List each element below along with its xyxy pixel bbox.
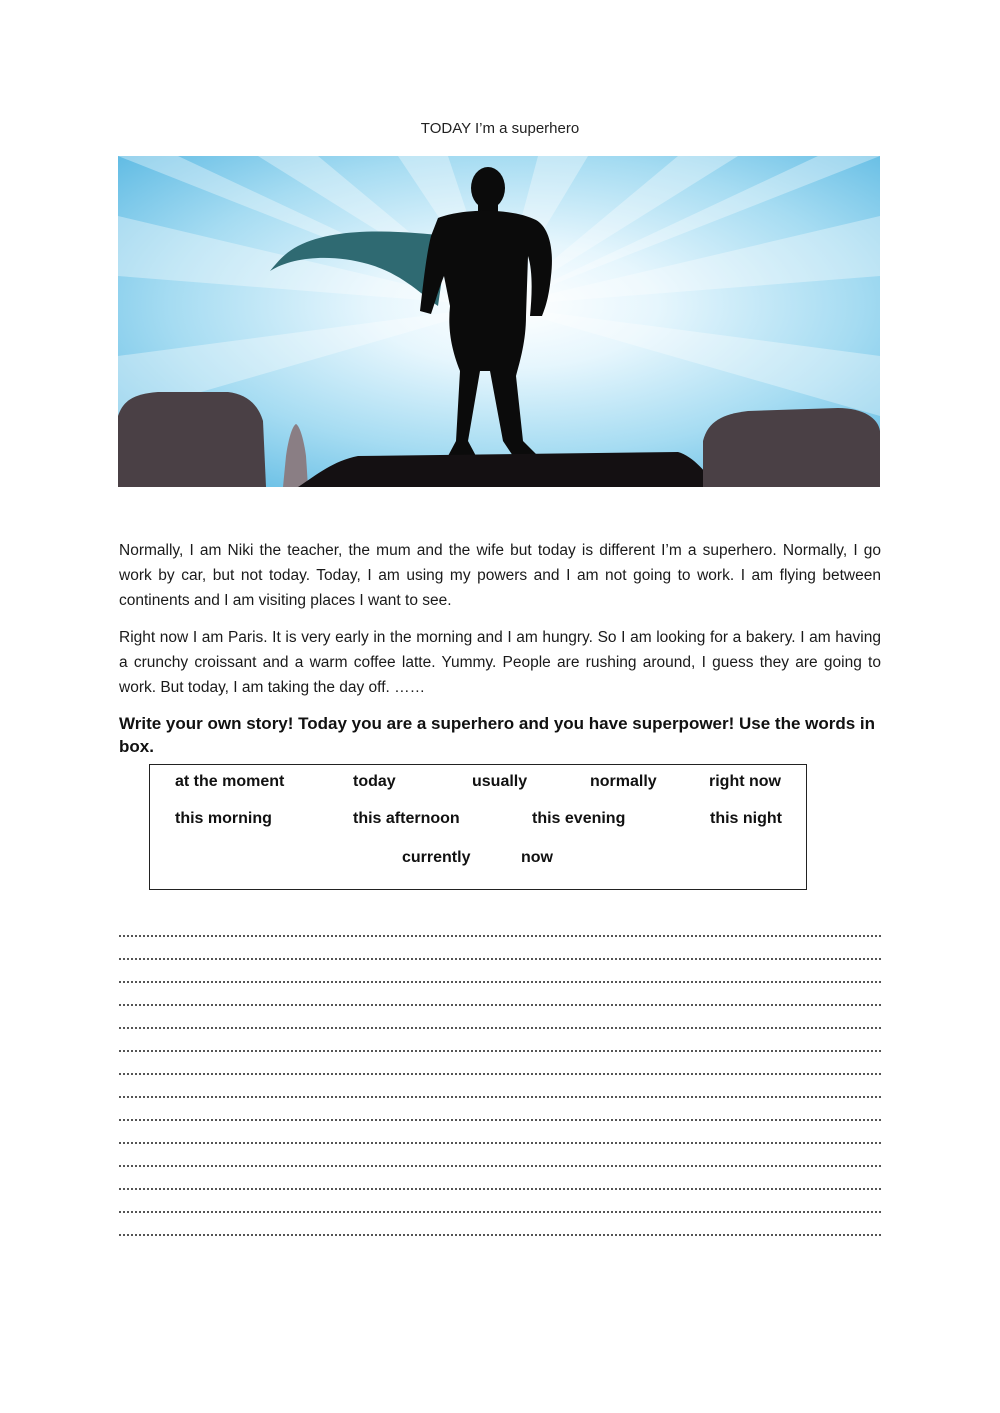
writing-line[interactable] (119, 1098, 881, 1121)
superhero-silhouette-icon (118, 156, 880, 487)
word-item: usually (472, 773, 528, 790)
word-item: this evening (532, 810, 626, 827)
word-item: at the moment (175, 773, 285, 790)
story-paragraph-2: Right now I am Paris. It is very early in the morning and I am hungry. So I am looking for a bakery. I am having a crunchy croissant and a warm coffee latte. Yummy. People are rushing around, I guess they are going to work. But today, I am taking the day off. …… (119, 629, 881, 696)
writing-line[interactable] (119, 1075, 881, 1098)
writing-line[interactable] (119, 1121, 881, 1144)
writing-line[interactable] (119, 914, 881, 937)
writing-area[interactable] (119, 914, 881, 1236)
word-item: this night (710, 810, 782, 827)
word-item: right now (709, 773, 781, 790)
writing-line[interactable] (119, 983, 881, 1006)
word-item: today (353, 773, 396, 790)
writing-line[interactable] (119, 937, 881, 960)
task-instruction: Write your own story! Today you are a superhero and you have superpower! Use the words in box. (119, 714, 876, 756)
word-item: now (521, 849, 553, 866)
writing-line[interactable] (119, 1006, 881, 1029)
writing-line[interactable] (119, 1213, 881, 1236)
story-paragraph-1: Normally, I am Niki the teacher, the mum and the wife but today is different I’m a superhero. Normally, I go work by car, but not today. Today, I am using my powers and I am not going to work. I am flying between continents and I am visiting places I want to see. (119, 542, 881, 609)
writing-line[interactable] (119, 1144, 881, 1167)
word-item: currently (402, 849, 471, 866)
writing-line[interactable] (119, 1167, 881, 1190)
writing-line[interactable] (119, 1029, 881, 1052)
word-item: this morning (175, 810, 272, 827)
word-item: this afternoon (353, 810, 460, 827)
page-title: TODAY I’m a superhero (420, 120, 580, 137)
writing-line[interactable] (119, 1052, 881, 1075)
word-item: normally (590, 773, 657, 790)
writing-line[interactable] (119, 1190, 881, 1213)
writing-line[interactable] (119, 960, 881, 983)
hero-image (118, 156, 880, 487)
word-box (149, 764, 807, 890)
